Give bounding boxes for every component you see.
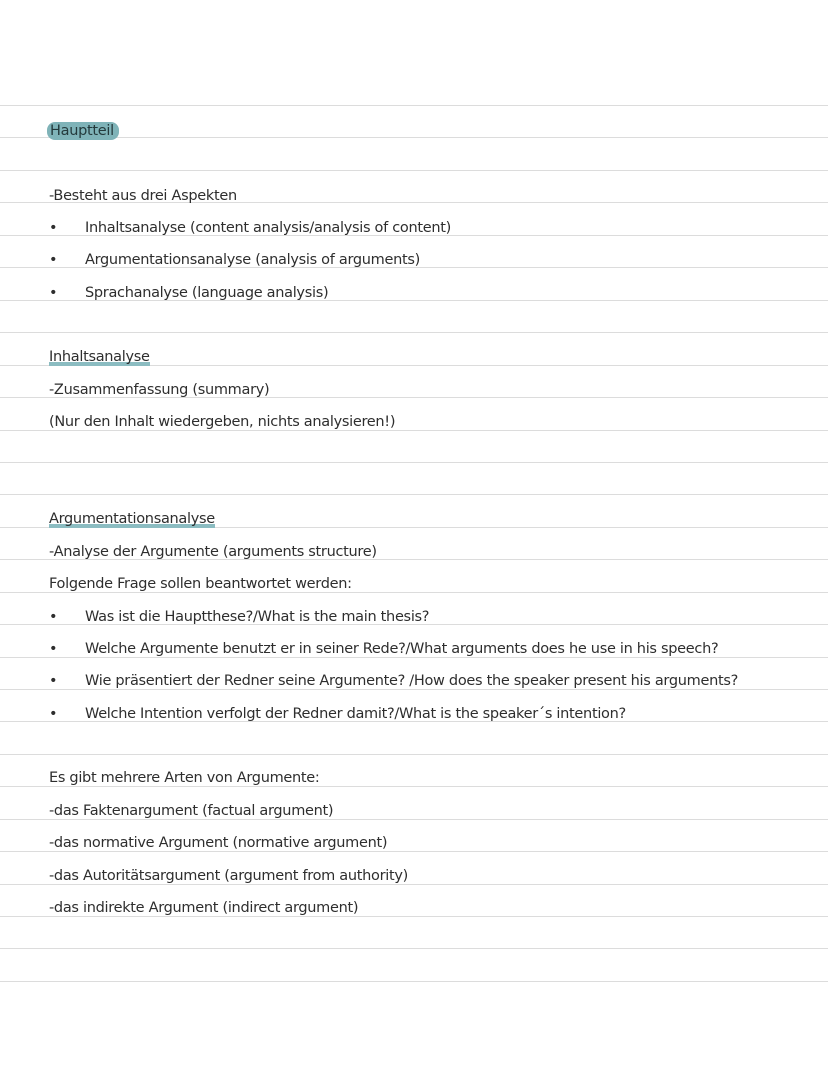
heading-hauptteil-text: Hauptteil [47, 122, 119, 140]
types-item: -das indirekte Argument (indirect argument) [49, 900, 359, 916]
heading-inhaltsanalyse-text: Inhaltsanalyse [49, 349, 150, 365]
argumentation-line-1: -Analyse der Argumente (arguments structure) [49, 544, 377, 560]
heading-argumentationsanalyse [49, 510, 215, 528]
heading-argumentationsanalyse-text: Argumentationsanalyse [49, 511, 215, 527]
bullet-icon: • [49, 609, 58, 625]
heading-inhaltsanalyse [49, 348, 150, 366]
argumentation-line-2: Folgende Frage sollen beantwortet werden: [49, 576, 352, 592]
types-intro: Es gibt mehrere Arten von Argumente: [49, 770, 320, 786]
aspect-text: Sprachanalyse (language analysis) [85, 285, 329, 301]
bullet-icon: • [49, 706, 58, 722]
bullet-icon: • [49, 252, 58, 268]
question-text: Was ist die Hauptthese?/What is the main thesis? [85, 609, 430, 625]
intro-line: -Besteht aus drei Aspekten [49, 188, 237, 204]
question-text: Welche Argumente benutzt er in seiner Rede?/What arguments does he use in his speech? [85, 641, 719, 657]
types-item: -das normative Argument (normative argument) [49, 835, 388, 851]
aspect-text: Argumentationsanalyse (analysis of arguments) [85, 252, 420, 268]
types-item: -das Faktenargument (factual argument) [49, 803, 334, 819]
question-text: Wie präsentiert der Redner seine Argumente? /How does the speaker present his arguments? [85, 673, 738, 689]
heading-hauptteil [47, 122, 119, 140]
bullet-icon: • [49, 220, 58, 236]
bullet-icon: • [49, 285, 58, 301]
inhalt-line-2: (Nur den Inhalt wiedergeben, nichts analysieren!) [49, 414, 396, 430]
bullet-icon: • [49, 673, 58, 689]
bullet-icon: • [49, 641, 58, 657]
inhalt-line-1: -Zusammenfassung (summary) [49, 382, 270, 398]
question-text: Welche Intention verfolgt der Redner damit?/What is the speaker´s intention? [85, 706, 626, 722]
aspect-text: Inhaltsanalyse (content analysis/analysis of content) [85, 220, 452, 236]
types-item: -das Autoritätsargument (argument from authority) [49, 868, 409, 884]
